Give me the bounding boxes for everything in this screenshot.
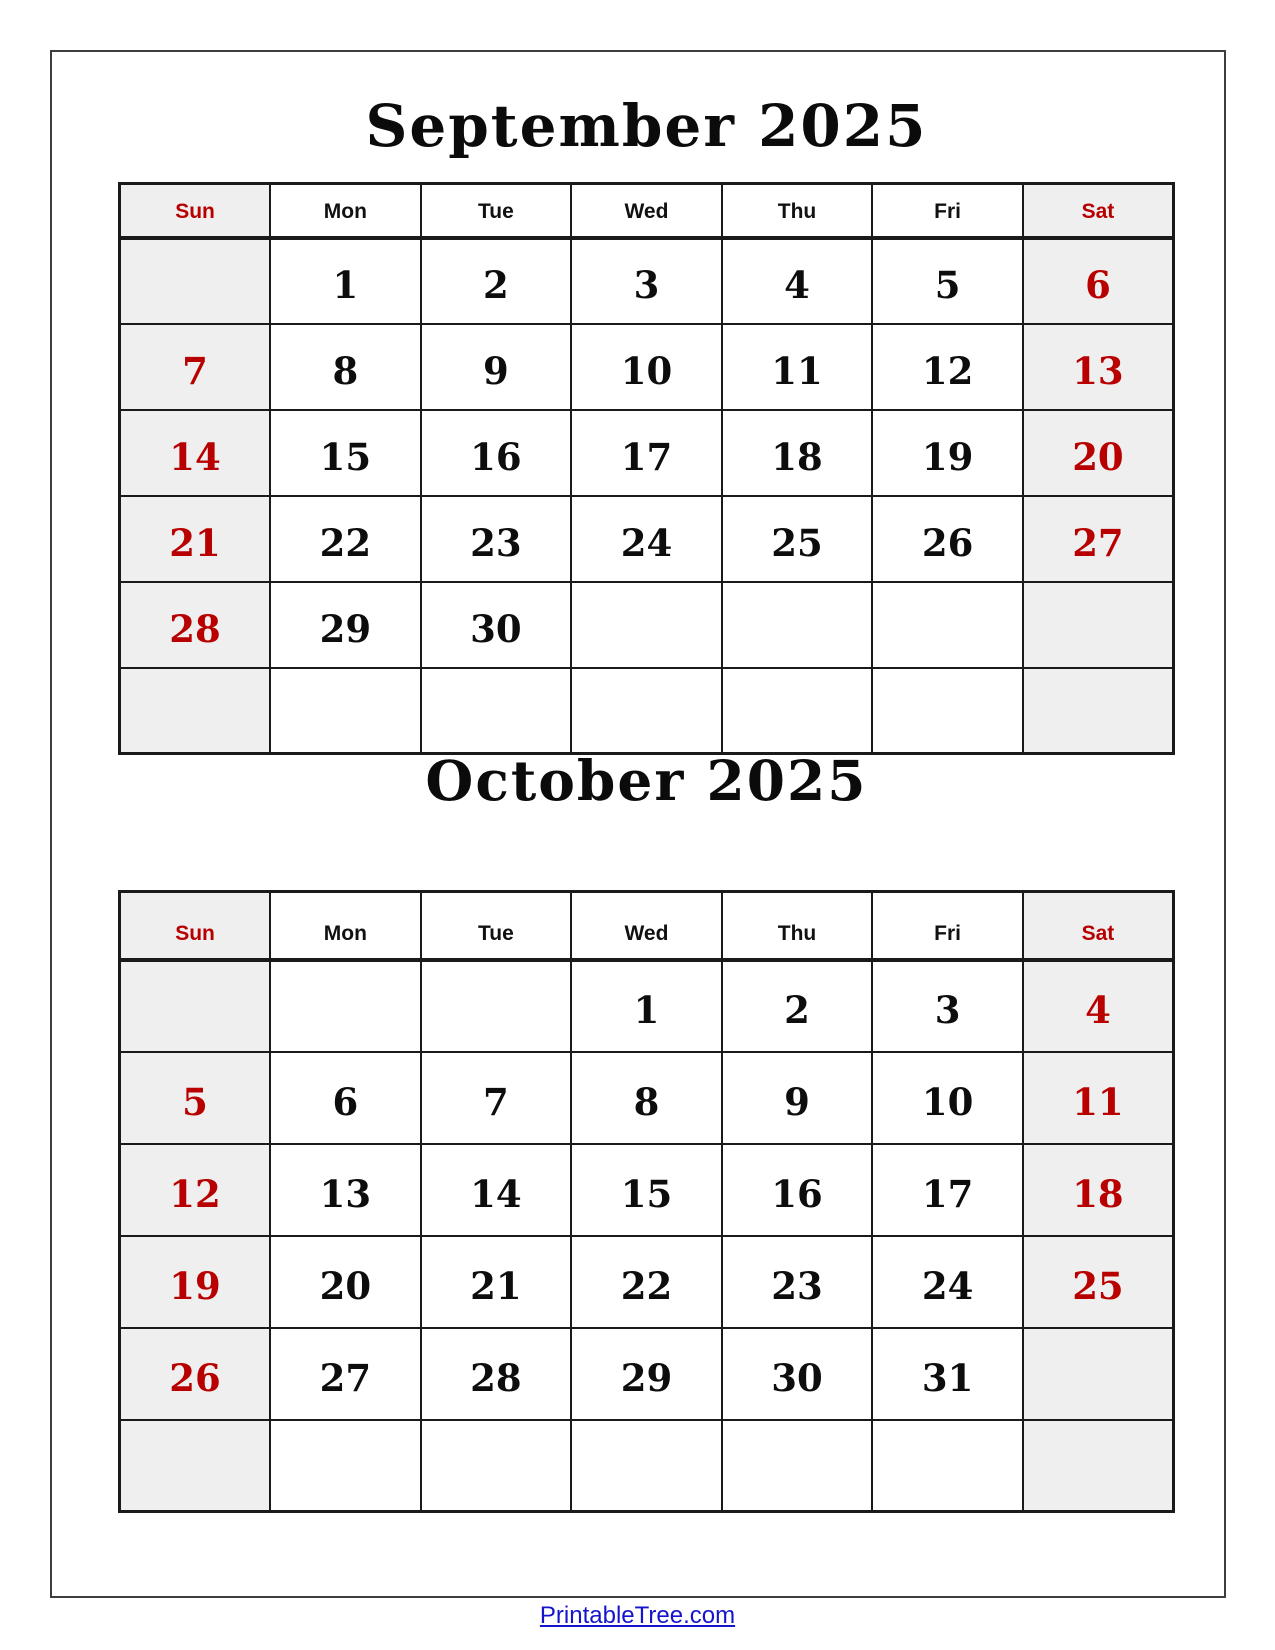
date-cell-27: 27 bbox=[1023, 496, 1174, 582]
empty-date-cell bbox=[722, 1420, 873, 1512]
date-cell-28: 28 bbox=[421, 1328, 572, 1420]
month-title-october: October 2025 bbox=[425, 748, 868, 813]
calendar-week-row bbox=[120, 324, 1174, 410]
footer bbox=[0, 1602, 1275, 1630]
weekday-header-wed: Wed bbox=[571, 892, 722, 960]
date-cell-7: 7 bbox=[421, 1052, 572, 1144]
calendar-week-row bbox=[120, 410, 1174, 496]
empty-date-cell bbox=[872, 1420, 1023, 1512]
date-cell-22: 22 bbox=[270, 496, 421, 582]
date-cell-21: 21 bbox=[421, 1236, 572, 1328]
calendar-week-row bbox=[120, 1328, 1174, 1420]
date-cell-4: 4 bbox=[722, 238, 873, 324]
date-cell-3: 3 bbox=[872, 960, 1023, 1052]
empty-date-cell bbox=[270, 668, 421, 754]
weekday-header-thu: Thu bbox=[722, 892, 873, 960]
date-cell-8: 8 bbox=[270, 324, 421, 410]
date-cell-20: 20 bbox=[270, 1236, 421, 1328]
date-cell-24: 24 bbox=[571, 496, 722, 582]
date-cell-25: 25 bbox=[1023, 1236, 1174, 1328]
date-cell-6: 6 bbox=[1023, 238, 1174, 324]
empty-date-cell bbox=[1023, 668, 1174, 754]
empty-date-cell bbox=[571, 1420, 722, 1512]
date-cell-21: 21 bbox=[120, 496, 271, 582]
date-cell-26: 26 bbox=[120, 1328, 271, 1420]
date-cell-30: 30 bbox=[421, 582, 572, 668]
date-cell-10: 10 bbox=[872, 1052, 1023, 1144]
empty-date-cell bbox=[722, 582, 873, 668]
date-cell-17: 17 bbox=[872, 1144, 1023, 1236]
calendar-week-row bbox=[120, 668, 1174, 754]
date-cell-17: 17 bbox=[571, 410, 722, 496]
weekday-header-tue: Tue bbox=[421, 892, 572, 960]
weekday-header-row bbox=[120, 892, 1174, 960]
empty-date-cell bbox=[421, 668, 572, 754]
date-cell-5: 5 bbox=[872, 238, 1023, 324]
date-cell-24: 24 bbox=[872, 1236, 1023, 1328]
date-cell-12: 12 bbox=[872, 324, 1023, 410]
date-cell-4: 4 bbox=[1023, 960, 1174, 1052]
date-cell-11: 11 bbox=[1023, 1052, 1174, 1144]
calendar-week-row bbox=[120, 960, 1174, 1052]
date-cell-3: 3 bbox=[571, 238, 722, 324]
date-cell-18: 18 bbox=[722, 410, 873, 496]
date-cell-16: 16 bbox=[421, 410, 572, 496]
date-cell-15: 15 bbox=[270, 410, 421, 496]
empty-date-cell bbox=[421, 1420, 572, 1512]
date-cell-8: 8 bbox=[571, 1052, 722, 1144]
empty-date-cell bbox=[872, 668, 1023, 754]
month-title-september: September 2025 bbox=[365, 92, 928, 160]
weekday-header-tue: Tue bbox=[421, 184, 572, 238]
date-cell-7: 7 bbox=[120, 324, 271, 410]
empty-date-cell bbox=[120, 238, 271, 324]
printabletree-link[interactable]: PrintableTree.com bbox=[539, 1602, 736, 1629]
empty-date-cell bbox=[1023, 1420, 1174, 1512]
empty-date-cell bbox=[270, 1420, 421, 1512]
weekday-header-sat: Sat bbox=[1023, 892, 1174, 960]
date-cell-14: 14 bbox=[421, 1144, 572, 1236]
weekday-header-row bbox=[120, 184, 1174, 238]
date-cell-9: 9 bbox=[421, 324, 572, 410]
empty-date-cell bbox=[1023, 582, 1174, 668]
weekday-header-sat: Sat bbox=[1023, 184, 1174, 238]
date-cell-29: 29 bbox=[571, 1328, 722, 1420]
weekday-header-sun: Sun bbox=[120, 184, 271, 238]
calendar-week-row bbox=[120, 1420, 1174, 1512]
date-cell-11: 11 bbox=[722, 324, 873, 410]
date-cell-12: 12 bbox=[120, 1144, 271, 1236]
date-cell-19: 19 bbox=[872, 410, 1023, 496]
date-cell-13: 13 bbox=[1023, 324, 1174, 410]
date-cell-23: 23 bbox=[421, 496, 572, 582]
calendar-week-row bbox=[120, 1236, 1174, 1328]
date-cell-18: 18 bbox=[1023, 1144, 1174, 1236]
date-cell-5: 5 bbox=[120, 1052, 271, 1144]
date-cell-14: 14 bbox=[120, 410, 271, 496]
date-cell-15: 15 bbox=[571, 1144, 722, 1236]
calendar-week-row bbox=[120, 1052, 1174, 1144]
date-cell-27: 27 bbox=[270, 1328, 421, 1420]
date-cell-1: 1 bbox=[270, 238, 421, 324]
weekday-header-thu: Thu bbox=[722, 184, 873, 238]
calendar-week-row bbox=[120, 1144, 1174, 1236]
weekday-header-fri: Fri bbox=[872, 184, 1023, 238]
date-cell-13: 13 bbox=[270, 1144, 421, 1236]
date-cell-26: 26 bbox=[872, 496, 1023, 582]
weekday-header-mon: Mon bbox=[270, 892, 421, 960]
empty-date-cell bbox=[571, 582, 722, 668]
date-cell-9: 9 bbox=[722, 1052, 873, 1144]
date-cell-22: 22 bbox=[571, 1236, 722, 1328]
weekday-header-sun: Sun bbox=[120, 892, 271, 960]
empty-date-cell bbox=[120, 960, 271, 1052]
empty-date-cell bbox=[120, 1420, 271, 1512]
calendar-october bbox=[118, 890, 1175, 1513]
date-cell-1: 1 bbox=[571, 960, 722, 1052]
empty-date-cell bbox=[120, 668, 271, 754]
empty-date-cell bbox=[722, 668, 873, 754]
calendar-september bbox=[118, 182, 1175, 755]
empty-date-cell bbox=[270, 960, 421, 1052]
date-cell-16: 16 bbox=[722, 1144, 873, 1236]
weekday-header-fri: Fri bbox=[872, 892, 1023, 960]
date-cell-20: 20 bbox=[1023, 410, 1174, 496]
date-cell-30: 30 bbox=[722, 1328, 873, 1420]
date-cell-31: 31 bbox=[872, 1328, 1023, 1420]
weekday-header-wed: Wed bbox=[571, 184, 722, 238]
date-cell-23: 23 bbox=[722, 1236, 873, 1328]
empty-date-cell bbox=[571, 668, 722, 754]
date-cell-6: 6 bbox=[270, 1052, 421, 1144]
calendar-week-row bbox=[120, 496, 1174, 582]
weekday-header-mon: Mon bbox=[270, 184, 421, 238]
empty-date-cell bbox=[421, 960, 572, 1052]
calendar-week-row bbox=[120, 238, 1174, 324]
calendar-week-row bbox=[120, 582, 1174, 668]
empty-date-cell bbox=[872, 582, 1023, 668]
empty-date-cell bbox=[1023, 1328, 1174, 1420]
date-cell-29: 29 bbox=[270, 582, 421, 668]
date-cell-2: 2 bbox=[421, 238, 572, 324]
date-cell-28: 28 bbox=[120, 582, 271, 668]
date-cell-2: 2 bbox=[722, 960, 873, 1052]
date-cell-10: 10 bbox=[571, 324, 722, 410]
date-cell-19: 19 bbox=[120, 1236, 271, 1328]
date-cell-25: 25 bbox=[722, 496, 873, 582]
